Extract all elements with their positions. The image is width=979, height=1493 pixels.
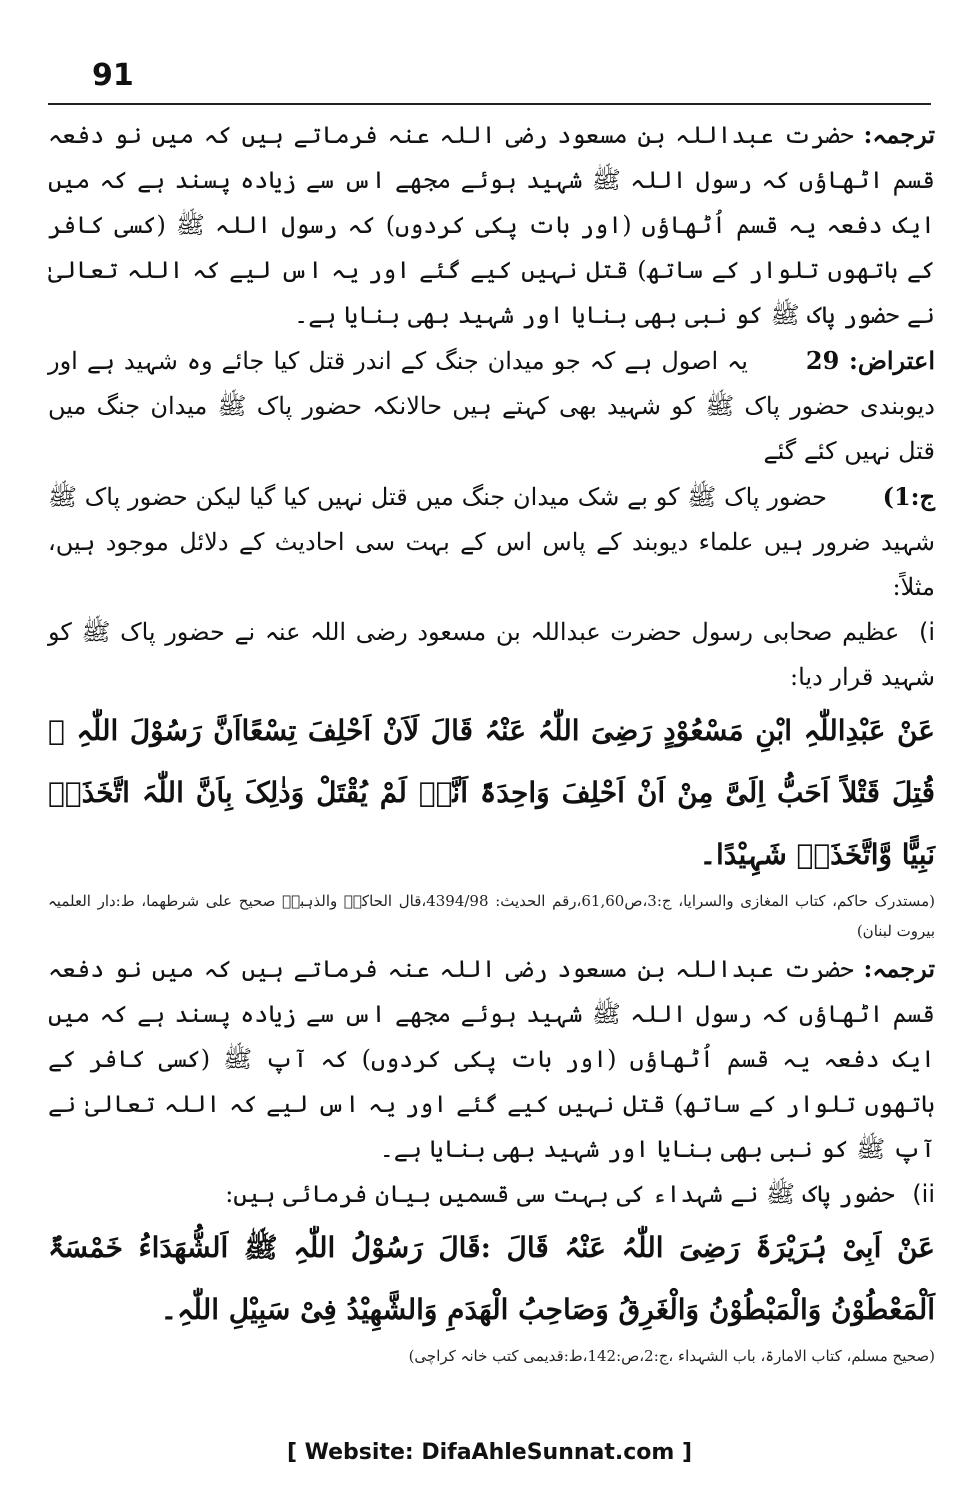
translation-text: حضرت عبداللہ بن مسعود رضی اللہ عنہ فرماتے ہیں کہ میں نو دفعہ قسم اٹھاؤں کہ رسول اللہ ﷺ شہید ہوئے مجھے اس سے زیادہ پسند ہے کہ میں ایک دفعہ یہ قسم اُٹھاؤں (اور بات پکی کردوں) کہ آپ ﷺ (کسی کافر کے ہاتھوں تلوار کے ساتھ) قتل نہیں کیے گئے اور یہ اس لیے کہ اللہ تعالیٰ نے آپ ﷺ کو نبی بھی بنایا اور شہید بھی بنایا ہے۔ (48, 955, 935, 1163)
translation-label: ترجمہ: (863, 954, 936, 983)
translation-paragraph-1 (48, 112, 935, 338)
objection-label: اعتراض: 29 (805, 346, 935, 375)
reference-1: (مستدرک حاکم، کتاب المغازی والسرایا، ج:3،ص61,60،رقم الحدیث: 4394/98،قال الحاکمؒ والذہبیؒ صحیح علی شرطھما، ط:دار العلمیہ بیروت لبنان) (48, 892, 935, 940)
answer-label: ج:1) (882, 482, 935, 511)
translation-paragraph-2 (48, 946, 935, 1172)
reference-2: (صحیح مسلم، کتاب الامارۃ، باب الشہداء ،ج:2،ص:142،ط:قدیمی کتب خانہ کراچی) (408, 1347, 935, 1365)
translation-label: ترجمہ: (863, 120, 936, 149)
point-marker: ii) (912, 1180, 935, 1208)
arabic-hadith-1: عَنْ عَبْدِاللّٰہِ ابْنِ مَسْعُوْدٍ رَضِیَ اللّٰہُ عَنْہُ قَالَ لَاَنْ اَحْلِفَ تِسْعًااَنَّ رَسُوْلَ اللّٰہِ ﷺ قُتِلَ قَتْلاً اَحَبُّ اِلَیَّ مِنْ اَنْ اَحْلِفَ وَاحِدَۃً اَنَّہٗ لَمْ یُقْتَلْ وَذٰلِکَ بِاَنَّ اللّٰہَ اتَّخَذَہٗ نَبِیًّا وَّاتَّخَذَہٗ شَہِیْدًا۔ (48, 714, 935, 871)
point-text: عظیم صحابی رسول حضرت عبداللہ بن مسعود رضی اللہ عنہ نے حضور پاک ﷺ کو شہید قرار دیا: (48, 618, 935, 691)
header-divider (48, 103, 931, 105)
page-number: 91 (92, 58, 134, 93)
point-marker: i) (918, 618, 935, 646)
point-i-paragraph (48, 610, 935, 700)
answer-text: حضور پاک ﷺ کو بے شک میدان جنگ میں قتل نہیں کیا گیا لیکن حضور پاک ﷺ شہید ضرور ہیں علماء دیوبند کے پاس اس کے بہت سی احادیث کے دلائل موجود ہیں، مثلاً: (48, 483, 935, 601)
translation-text: حضرت عبداللہ بن مسعود رضی اللہ عنہ فرماتے ہیں کہ میں نو دفعہ قسم اٹھاؤں کہ رسول اللہ ﷺ شہید ہوئے مجھے اس سے زیادہ پسند ہے کہ میں ایک دفعہ یہ قسم اُٹھاؤں (اور بات پکی کردوں) کہ رسول اللہ ﷺ (کسی کافر کے ہاتھوں تلوار کے ساتھ) قتل نہیں کیے گئے اور یہ اس لیے کہ اللہ تعالیٰ نے حضور پاک ﷺ کو نبی بھی بنایا اور شہید بھی بنایا ہے۔ (48, 121, 935, 329)
arabic-hadith-2: عَنْ اَبِیْ ہُرَیْرَۃَ رَضِیَ اللّٰہُ عَنْہُ قَالَ :قَالَ رَسُوْلُ اللّٰہِ ﷺ اَلشُّھَدَاءُ خَمْسَۃٌ اَلْمَعْطُوْنُ وَالْمَبْطُوْنُ وَالْغَرِقُ وَصَاحِبُ الْھَدَمِ وَالشَّھِیْدُ فِیْ سَبِیْلِ اللّٰہِ۔ (48, 1231, 935, 1326)
point-text: حضور پاک ﷺ نے شہداء کی بہت سی قسمیں بیان فرمائی ہیں: (225, 1180, 895, 1208)
objection-text: یہ اصول ہے کہ جو میدان جنگ کے اندر قتل کیا جائے وہ شہید ہے اور دیوبندی حضور پاک ﷺ کو شہید بھی کہتے ہیں حالانکہ حضور پاک ﷺ میدان جنگ میں قتل نہیں کئے گئے (48, 347, 935, 465)
website-footer: [ Website: DifaAhleSunnat.com ] (286, 1440, 693, 1465)
page-body (48, 112, 935, 1403)
objection-paragraph (48, 338, 935, 474)
point-ii-paragraph (48, 1172, 935, 1217)
answer-paragraph (48, 474, 935, 610)
